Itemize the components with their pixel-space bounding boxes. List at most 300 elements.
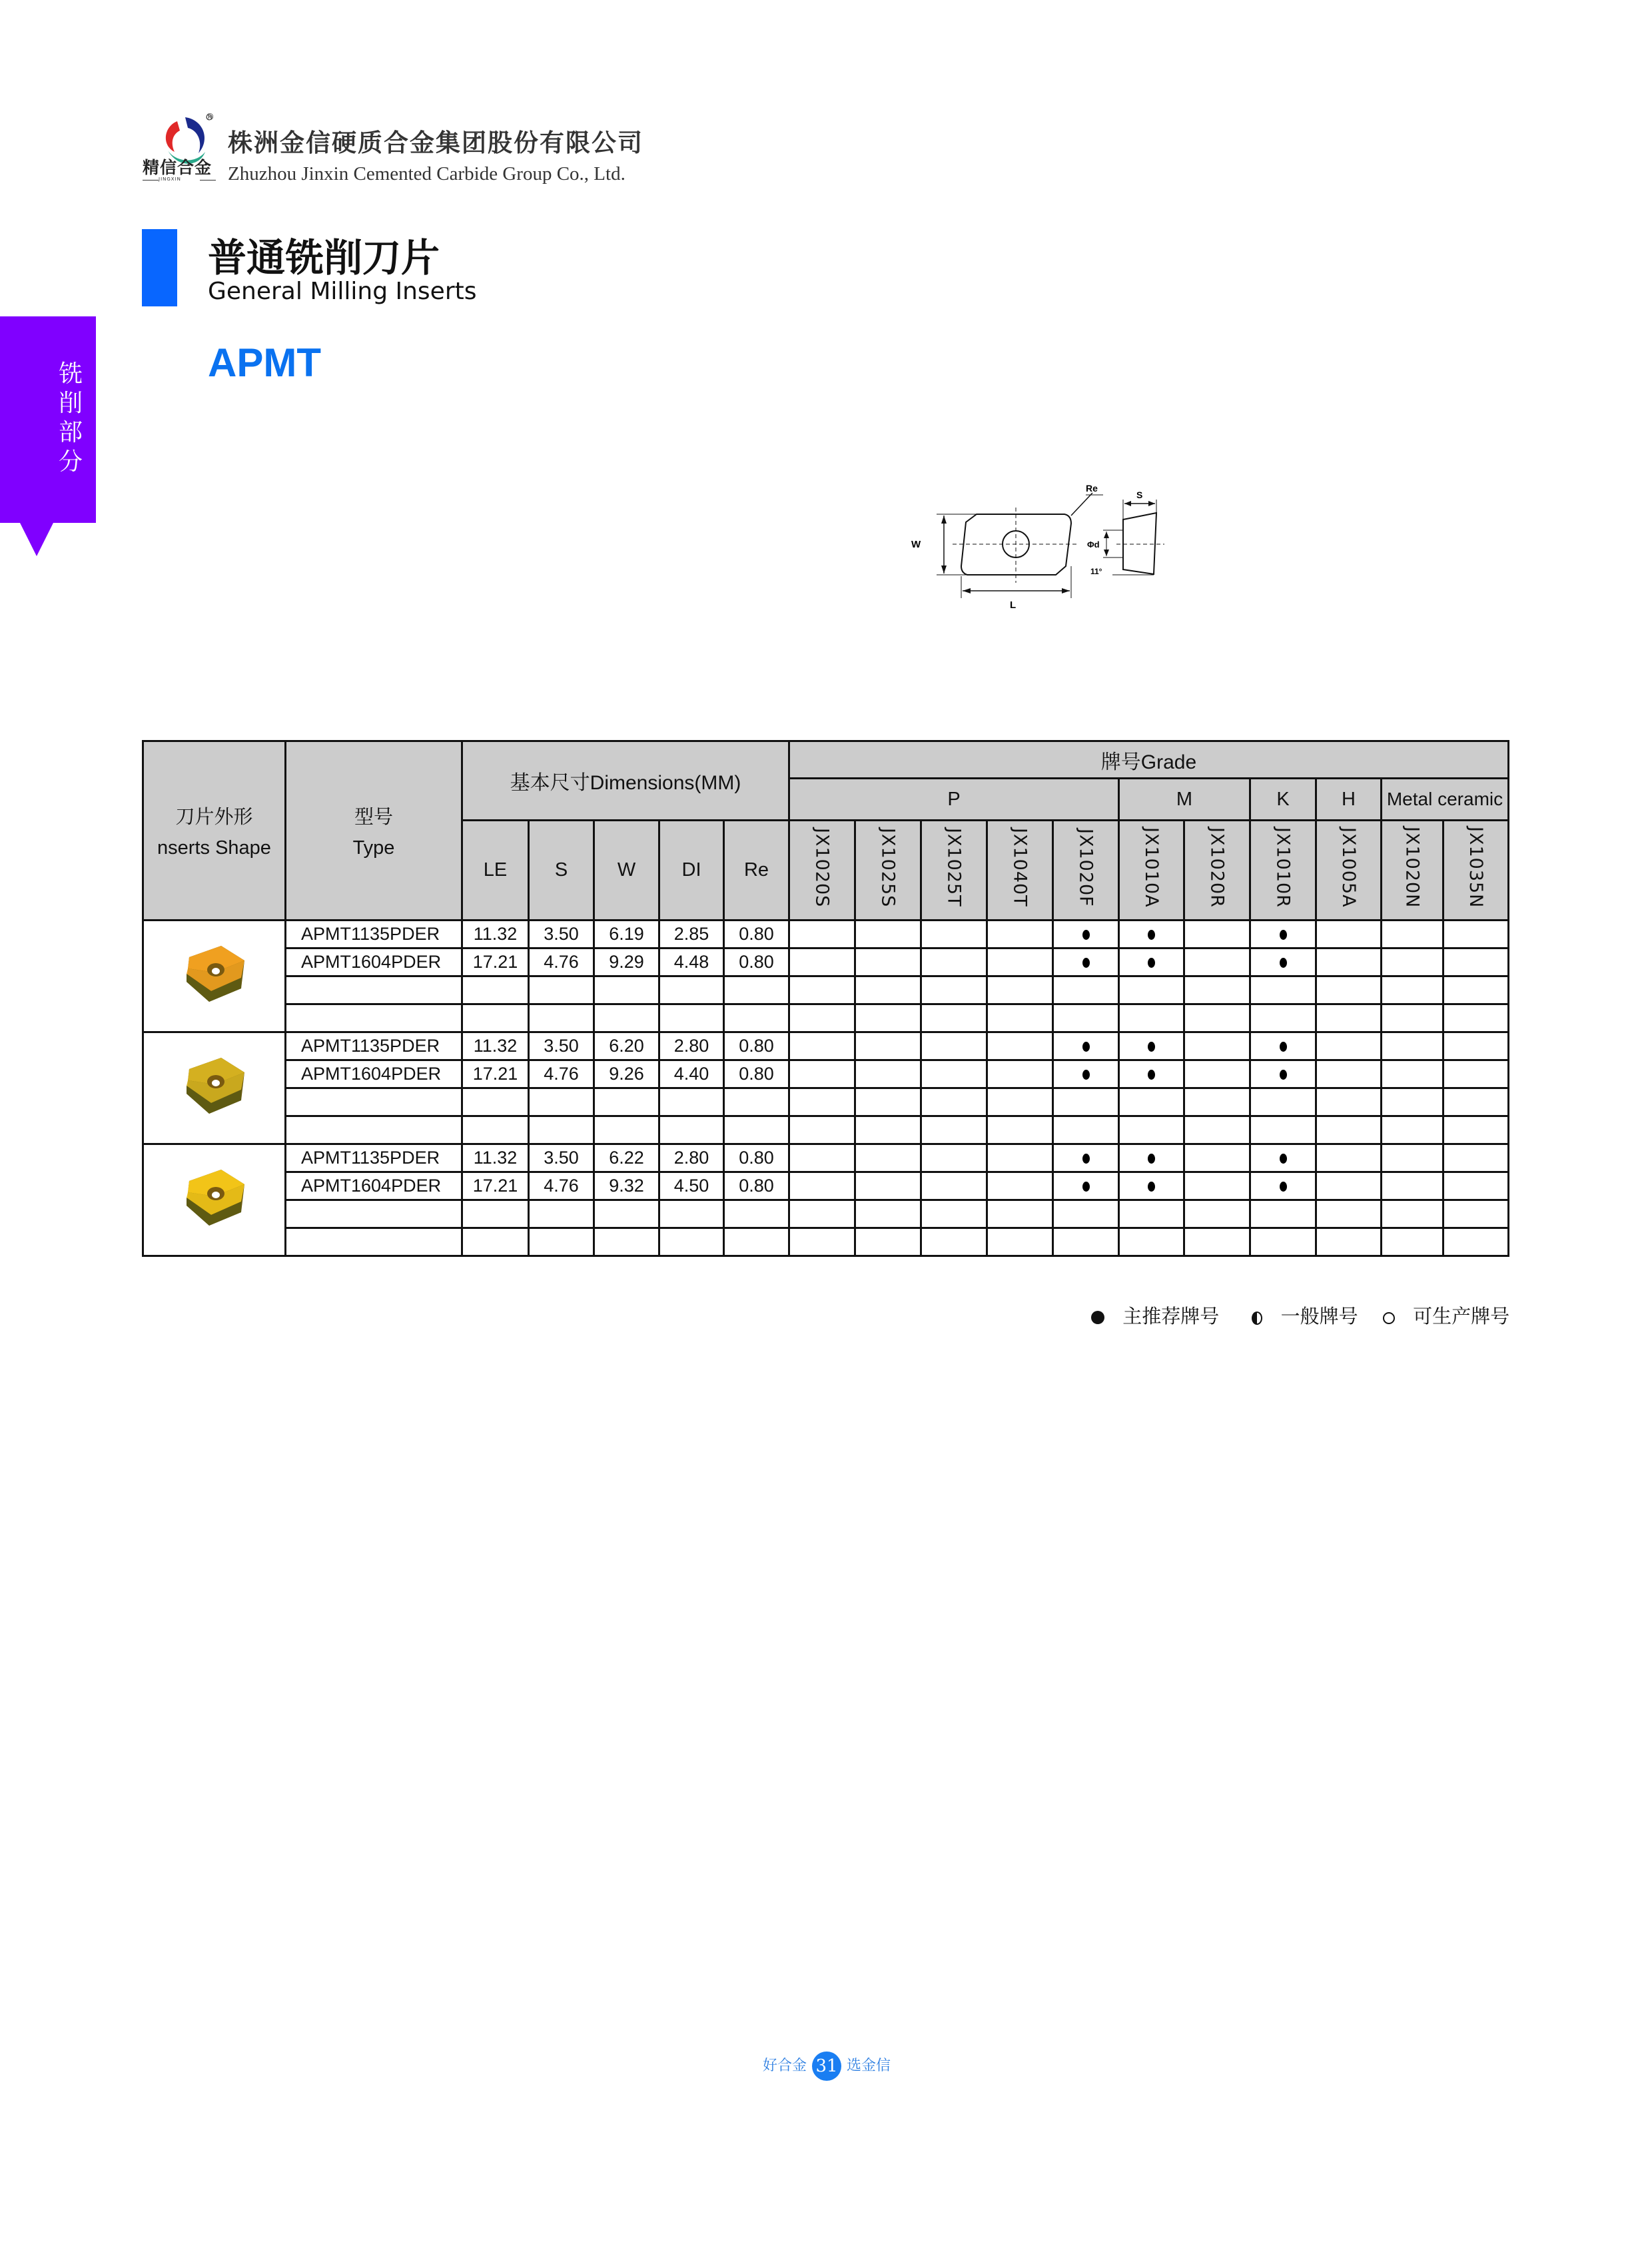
- grade-group-p: P: [789, 779, 1119, 821]
- grade-cell: [1250, 1200, 1316, 1228]
- dimension-cell-di: [659, 1200, 724, 1228]
- insert-grade-table: [142, 740, 1509, 1257]
- dimension-cell-re: 0.80: [724, 1060, 789, 1088]
- grade-col: JX1010R: [1250, 821, 1316, 921]
- grade-cell: [1184, 1144, 1250, 1172]
- grade-cell: [789, 1004, 855, 1032]
- recommended-dot-icon: [1280, 1154, 1287, 1164]
- grade-col: JX1020S: [789, 821, 855, 921]
- grade-col: JX1020R: [1184, 821, 1250, 921]
- legend-available: 可生产牌号: [1413, 1305, 1510, 1327]
- dim-col-s: S: [529, 821, 594, 921]
- grade-cell: [789, 948, 855, 976]
- recommended-dot-icon: [1148, 930, 1155, 940]
- svg-text:Φd: Φd: [1087, 540, 1100, 550]
- grade-cell: [855, 1200, 921, 1228]
- type-cell: APMT1135PDER: [286, 1032, 462, 1060]
- dimension-cell-le: 17.21: [462, 1172, 529, 1200]
- dimension-cell-s: [529, 1004, 594, 1032]
- grade-cell: [1444, 1088, 1509, 1116]
- dimension-cell-w: 6.19: [594, 921, 659, 948]
- dimension-cell-re: 0.80: [724, 948, 789, 976]
- dimension-cell-le: [462, 976, 529, 1004]
- logo-divider: [143, 180, 159, 181]
- company-name-cn: 株洲金信硬质合金集团股份有限公司: [228, 129, 643, 157]
- dimension-cell-di: [659, 1116, 724, 1144]
- grade-cell: [921, 1228, 987, 1256]
- recommended-dot-icon: [1082, 1182, 1090, 1192]
- grade-cell: [921, 948, 987, 976]
- type-cell: APMT1135PDER: [286, 1144, 462, 1172]
- grade-cell: [1316, 921, 1382, 948]
- dimension-cell-re: 0.80: [724, 1144, 789, 1172]
- grade-cell: [987, 976, 1053, 1004]
- grade-cell: [1382, 1088, 1444, 1116]
- grade-cell: [987, 948, 1053, 976]
- type-cell: APMT1604PDER: [286, 948, 462, 976]
- dimension-cell-di: 4.48: [659, 948, 724, 976]
- dimension-cell-di: 2.80: [659, 1032, 724, 1060]
- insert-image-icon: [175, 1164, 254, 1231]
- grade-cell: [1119, 921, 1184, 948]
- grade-cell: [789, 1144, 855, 1172]
- grade-cell: [987, 1116, 1053, 1144]
- title-accent-bar: [142, 229, 177, 306]
- dimension-cell-di: [659, 1228, 724, 1256]
- type-cell: [286, 1116, 462, 1144]
- dimension-cell-le: [462, 1228, 529, 1256]
- grade-cell: [855, 1172, 921, 1200]
- type-cell: [286, 1228, 462, 1256]
- insert-shape-image: [143, 1032, 286, 1144]
- dimension-cell-le: [462, 1116, 529, 1144]
- side-tab-label: 铣削部分: [58, 360, 83, 476]
- recommended-dot-icon: [1280, 1182, 1287, 1192]
- grade-cell: [921, 1060, 987, 1088]
- grade-cell: [1382, 1172, 1444, 1200]
- dimension-cell-di: 2.85: [659, 921, 724, 948]
- svg-text:Re: Re: [1086, 483, 1098, 494]
- grade-cell: [1053, 1200, 1119, 1228]
- grade-cell: [1184, 1228, 1250, 1256]
- grade-cell: [789, 1116, 855, 1144]
- grade-cell: [1444, 1172, 1509, 1200]
- dimension-cell-w: [594, 1200, 659, 1228]
- dimension-cell-le: 11.32: [462, 1032, 529, 1060]
- grade-cell: [1250, 1116, 1316, 1144]
- grade-cell: [1382, 948, 1444, 976]
- recommended-dot-icon: [1082, 930, 1090, 940]
- grade-cell: [1119, 1060, 1184, 1088]
- grade-cell: [855, 1088, 921, 1116]
- grade-cell: [1053, 921, 1119, 948]
- grade-cell: [1119, 1116, 1184, 1144]
- series-title: APMT: [208, 340, 321, 385]
- grade-cell: [855, 921, 921, 948]
- dimension-cell-le: [462, 1200, 529, 1228]
- dimension-cell-s: [529, 1200, 594, 1228]
- side-tab-arrow-icon: [20, 523, 53, 556]
- grade-cell: [1184, 1060, 1250, 1088]
- dimension-cell-le: [462, 1004, 529, 1032]
- grade-cell: [789, 976, 855, 1004]
- recommended-dot-icon: [1082, 1042, 1090, 1052]
- grade-cell: [789, 1060, 855, 1088]
- dimension-cell-w: [594, 1004, 659, 1032]
- grade-group-m: M: [1119, 779, 1250, 821]
- grade-cell: [1444, 1032, 1509, 1060]
- type-cell: APMT1604PDER: [286, 1060, 462, 1088]
- shape-header: [143, 741, 286, 921]
- type-cell: APMT1135PDER: [286, 921, 462, 948]
- recommended-dot-icon: [1082, 958, 1090, 968]
- table-row: [143, 1116, 1509, 1144]
- half-circle-icon: [1252, 1311, 1262, 1325]
- insert-image-icon: [175, 940, 254, 1007]
- table-row: [143, 1172, 1509, 1200]
- grade-cell: [789, 1200, 855, 1228]
- grade-cell: [1119, 1004, 1184, 1032]
- dim-col-re: Re: [724, 821, 789, 921]
- grade-cell: [1250, 1144, 1316, 1172]
- dimension-cell-re: [724, 1088, 789, 1116]
- type-header-cn: 型号: [354, 807, 393, 828]
- recommended-dot-icon: [1148, 1182, 1155, 1192]
- table-row: [143, 1144, 1509, 1172]
- grade-cell: [1053, 948, 1119, 976]
- shape-header-cn: 刀片外形: [175, 807, 253, 828]
- grade-cell: [1184, 1032, 1250, 1060]
- dimension-cell-w: [594, 1116, 659, 1144]
- grade-cell: [1250, 1060, 1316, 1088]
- dimension-cell-w: 9.32: [594, 1172, 659, 1200]
- page-footer: [763, 2052, 891, 2081]
- grade-cell: [1382, 976, 1444, 1004]
- grade-cell: [1444, 1144, 1509, 1172]
- grade-cell: [855, 1228, 921, 1256]
- grade-group-k: K: [1250, 779, 1316, 821]
- grade-cell: [987, 1200, 1053, 1228]
- grade-cell: [789, 1088, 855, 1116]
- dimension-cell-w: [594, 976, 659, 1004]
- dimension-cell-di: [659, 1004, 724, 1032]
- page-title: 普通铣削刀片: [208, 235, 440, 280]
- dimension-cell-re: [724, 976, 789, 1004]
- grade-col: JX1035N: [1444, 821, 1509, 921]
- insert-shape-image: [143, 921, 286, 1032]
- grade-cell: [1184, 1116, 1250, 1144]
- grade-cell: [921, 976, 987, 1004]
- grade-cell: [987, 1172, 1053, 1200]
- grade-cell: [1316, 948, 1382, 976]
- grade-cell: [1316, 1144, 1382, 1172]
- grade-cell: [1053, 1144, 1119, 1172]
- table-row: [143, 976, 1509, 1004]
- grade-cell: [1119, 1144, 1184, 1172]
- grade-cell: [921, 921, 987, 948]
- grade-cell: [1250, 1032, 1316, 1060]
- grade-cell: [789, 1228, 855, 1256]
- grade-cell: [1250, 948, 1316, 976]
- grade-cell: [1250, 921, 1316, 948]
- page-subtitle: General Milling Inserts: [208, 278, 477, 305]
- recommended-dot-icon: [1280, 1070, 1287, 1080]
- grade-cell: [1119, 948, 1184, 976]
- grade-cell: [1250, 1228, 1316, 1256]
- grade-header: 牌号Grade: [789, 741, 1509, 779]
- grade-cell: [1119, 976, 1184, 1004]
- type-cell: APMT1604PDER: [286, 1172, 462, 1200]
- grade-cell: [1053, 1172, 1119, 1200]
- type-cell: [286, 1004, 462, 1032]
- grade-col: JX1020F: [1053, 821, 1119, 921]
- dimension-cell-s: [529, 1228, 594, 1256]
- dimension-cell-s: 4.76: [529, 1060, 594, 1088]
- recommended-dot-icon: [1280, 930, 1287, 940]
- dimension-cell-s: [529, 1116, 594, 1144]
- grade-cell: [1250, 1172, 1316, 1200]
- dimension-cell-di: [659, 976, 724, 1004]
- grade-cell: [1053, 1116, 1119, 1144]
- grade-cell: [1316, 976, 1382, 1004]
- grade-cell: [855, 1116, 921, 1144]
- table-row: [143, 948, 1509, 976]
- company-name-en: Zhuzhou Jinxin Cemented Carbide Group Co., Ltd.: [228, 163, 625, 185]
- grade-cell: [1316, 1116, 1382, 1144]
- recommended-dot-icon: [1148, 1042, 1155, 1052]
- grade-col: JX1025S: [855, 821, 921, 921]
- insert-shape-image: [143, 1144, 286, 1256]
- filled-circle-icon: [1091, 1311, 1104, 1324]
- dimension-cell-le: 17.21: [462, 948, 529, 976]
- grade-cell: [1382, 1004, 1444, 1032]
- grade-cell: [1119, 1200, 1184, 1228]
- type-header-en: Type: [352, 837, 395, 859]
- grade-cell: [1444, 976, 1509, 1004]
- grade-cell: [1184, 976, 1250, 1004]
- dimension-cell-s: 4.76: [529, 1172, 594, 1200]
- dimension-cell-le: 17.21: [462, 1060, 529, 1088]
- dim-col-le: LE: [462, 821, 529, 921]
- dimension-cell-s: 3.50: [529, 1144, 594, 1172]
- grade-cell: [987, 921, 1053, 948]
- grade-cell: [1316, 1004, 1382, 1032]
- dimension-cell-w: 9.29: [594, 948, 659, 976]
- grade-cell: [1444, 1228, 1509, 1256]
- grade-cell: [1316, 1060, 1382, 1088]
- recommended-dot-icon: [1280, 958, 1287, 968]
- dim-col-w: W: [594, 821, 659, 921]
- grade-cell: [1316, 1228, 1382, 1256]
- recommended-dot-icon: [1148, 1154, 1155, 1164]
- grade-cell: [789, 921, 855, 948]
- dimension-cell-re: [724, 1228, 789, 1256]
- grade-cell: [1316, 1088, 1382, 1116]
- shape-header-en: nserts Shape: [157, 837, 271, 859]
- grade-cell: [921, 1116, 987, 1144]
- grade-cell: [921, 1088, 987, 1116]
- recommended-dot-icon: [1082, 1070, 1090, 1080]
- grade-cell: [1316, 1172, 1382, 1200]
- grade-cell: [1382, 1228, 1444, 1256]
- dimension-cell-di: [659, 1088, 724, 1116]
- dimension-cell-s: 3.50: [529, 1032, 594, 1060]
- grade-cell: [1053, 1228, 1119, 1256]
- dimension-cell-s: 4.76: [529, 948, 594, 976]
- table-row: [143, 1032, 1509, 1060]
- type-cell: [286, 1088, 462, 1116]
- dimension-cell-le: [462, 1088, 529, 1116]
- legend-main: 主推荐牌号: [1122, 1305, 1220, 1327]
- dimension-cell-w: 6.20: [594, 1032, 659, 1060]
- dimension-cell-w: 6.22: [594, 1144, 659, 1172]
- dimension-cell-s: [529, 1088, 594, 1116]
- grade-group-h: H: [1316, 779, 1382, 821]
- dimension-cell-re: [724, 1116, 789, 1144]
- grade-cell: [987, 1032, 1053, 1060]
- grade-cell: [987, 1004, 1053, 1032]
- dimension-cell-di: 4.40: [659, 1060, 724, 1088]
- grade-cell: [987, 1088, 1053, 1116]
- recommended-dot-icon: [1082, 1154, 1090, 1164]
- grade-cell: [1316, 1200, 1382, 1228]
- logo-sub: JINGXIN: [159, 177, 181, 182]
- grade-cell: [921, 1144, 987, 1172]
- grade-cell: [1444, 1200, 1509, 1228]
- svg-text:W: W: [911, 539, 921, 550]
- grade-cell: [855, 1060, 921, 1088]
- grade-cell: [1053, 1060, 1119, 1088]
- grade-cell: [987, 1144, 1053, 1172]
- grade-cell: [921, 1200, 987, 1228]
- grade-cell: [1382, 1060, 1444, 1088]
- dimension-cell-le: 11.32: [462, 1144, 529, 1172]
- grade-legend: [1091, 1302, 1512, 1329]
- recommended-dot-icon: [1148, 958, 1155, 968]
- grade-cell: [921, 1004, 987, 1032]
- grade-cell: [1053, 1088, 1119, 1116]
- grade-cell: [1444, 921, 1509, 948]
- page-number: 31: [812, 2052, 841, 2081]
- legend-general: 一般牌号: [1280, 1305, 1358, 1327]
- grade-cell: [1250, 976, 1316, 1004]
- type-header: [286, 741, 462, 921]
- footer-slogan-left: 好合金: [763, 2057, 807, 2074]
- dimension-cell-re: [724, 1200, 789, 1228]
- grade-cell: [855, 1144, 921, 1172]
- type-cell: [286, 976, 462, 1004]
- dimension-cell-re: 0.80: [724, 921, 789, 948]
- empty-circle-icon: [1383, 1312, 1395, 1324]
- grade-cell: [1053, 1032, 1119, 1060]
- grade-cell: [1382, 1200, 1444, 1228]
- svg-text:L: L: [1010, 599, 1017, 611]
- grade-cell: [1444, 1116, 1509, 1144]
- grade-cell: [1316, 1032, 1382, 1060]
- grade-col: JX1025T: [921, 821, 987, 921]
- grade-cell: [1053, 1004, 1119, 1032]
- dimension-cell-re: 0.80: [724, 1172, 789, 1200]
- dimension-cell-s: [529, 976, 594, 1004]
- grade-cell: [1382, 1116, 1444, 1144]
- logo-divider: [200, 180, 216, 181]
- grade-cell: [1250, 1004, 1316, 1032]
- dimension-cell-di: 4.50: [659, 1172, 724, 1200]
- grade-cell: [1119, 1088, 1184, 1116]
- grade-col: JX1020N: [1382, 821, 1444, 921]
- svg-text:11°: 11°: [1090, 567, 1102, 576]
- grade-cell: [1119, 1032, 1184, 1060]
- grade-cell: [987, 1060, 1053, 1088]
- grade-cell: [855, 976, 921, 1004]
- grade-cell: [1444, 948, 1509, 976]
- grade-cell: [921, 1172, 987, 1200]
- table-row: [143, 1088, 1509, 1116]
- grade-cell: [1184, 948, 1250, 976]
- grade-cell: [855, 1004, 921, 1032]
- recommended-dot-icon: [1148, 1070, 1155, 1080]
- dimension-cell-di: 2.80: [659, 1144, 724, 1172]
- dimension-cell-w: [594, 1228, 659, 1256]
- recommended-dot-icon: [1280, 1042, 1287, 1052]
- dimension-cell-s: 3.50: [529, 921, 594, 948]
- logo-wordmark: 精信合金: [143, 158, 212, 177]
- grade-cell: [1250, 1088, 1316, 1116]
- grade-cell: [855, 948, 921, 976]
- table-row: [143, 1004, 1509, 1032]
- grade-cell: [1382, 921, 1444, 948]
- dimension-cell-re: [724, 1004, 789, 1032]
- table-row: [143, 1228, 1509, 1256]
- grade-cell: [921, 1032, 987, 1060]
- grade-cell: [789, 1172, 855, 1200]
- grade-cell: [987, 1228, 1053, 1256]
- grade-cell: [1184, 1088, 1250, 1116]
- dimensions-header: 基本尺寸Dimensions(MM): [462, 741, 789, 821]
- table-row: [143, 1200, 1509, 1228]
- grade-col: JX1040T: [987, 821, 1053, 921]
- grade-cell: [1184, 1004, 1250, 1032]
- grade-cell: [1053, 976, 1119, 1004]
- dimension-cell-le: 11.32: [462, 921, 529, 948]
- grade-cell: [855, 1032, 921, 1060]
- dim-col-di: DI: [659, 821, 724, 921]
- grade-cell: [1184, 1172, 1250, 1200]
- insert-dimension-diagram: [893, 466, 1192, 633]
- grade-cell: [1382, 1144, 1444, 1172]
- table-row: [143, 921, 1509, 948]
- grade-cell: [789, 1032, 855, 1060]
- dimension-cell-w: 9.26: [594, 1060, 659, 1088]
- grade-col: JX1005A: [1316, 821, 1382, 921]
- grade-cell: [1444, 1004, 1509, 1032]
- insert-image-icon: [175, 1052, 254, 1119]
- grade-cell: [1184, 921, 1250, 948]
- grade-cell: [1444, 1060, 1509, 1088]
- grade-group-metal-ceramic: Metal ceramic: [1382, 779, 1509, 821]
- dimension-cell-re: 0.80: [724, 1032, 789, 1060]
- grade-col: JX1010A: [1119, 821, 1184, 921]
- grade-cell: [1119, 1172, 1184, 1200]
- grade-cell: [1382, 1032, 1444, 1060]
- grade-cell: [1119, 1228, 1184, 1256]
- type-cell: [286, 1200, 462, 1228]
- registered-mark: ®: [205, 112, 214, 123]
- table-row: [143, 1060, 1509, 1088]
- svg-text:S: S: [1136, 490, 1143, 500]
- grade-cell: [1184, 1200, 1250, 1228]
- dimension-cell-w: [594, 1088, 659, 1116]
